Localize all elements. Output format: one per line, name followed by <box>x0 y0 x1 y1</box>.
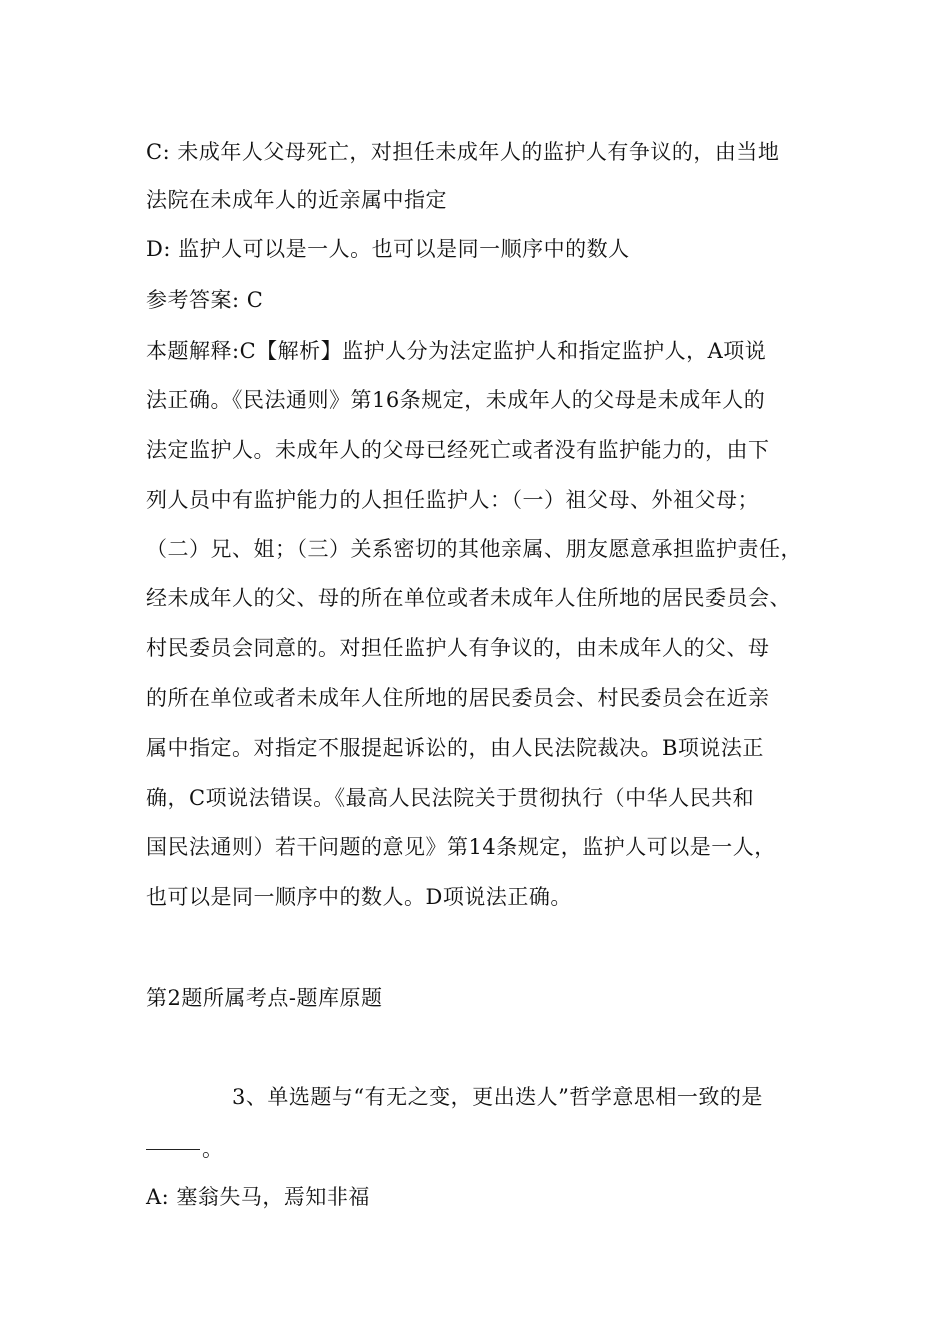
explanation-line-7: 村民委员会同意的。对担任监护人有争议的，由未成年人的父、母 <box>146 636 770 660</box>
explanation-line-11: 国民法通则）若干问题的意见》第14条规定，监护人可以是一人， <box>146 835 776 859</box>
explanation-line-8: 的所在单位或者未成年人住所地的居民委员会、村民委员会在近亲 <box>146 686 770 710</box>
question-3-blank-line <box>146 1134 826 1164</box>
question-3-stem-end: 。 <box>202 1137 224 1161</box>
option-c-line-1: C: 未成年人父母死亡，对担任未成年人的监护人有争议的，由当地 <box>146 140 780 164</box>
explanation-line-12: 也可以是同一顺序中的数人。D项说法正确。 <box>146 885 572 909</box>
option-c-line-2: 法院在未成年人的近亲属中指定 <box>146 188 447 212</box>
explanation-line-2: 法正确。《民法通则》第16条规定，未成年人的父母是未成年人的 <box>146 388 766 412</box>
question-3-stem: 3、单选题与“有无之变，更出迭人”哲学意思相一致的是 <box>232 1085 763 1109</box>
explanation-line-9: 属中指定。对指定不服提起诉讼的，由人民法院裁决。B项说法正 <box>146 736 764 760</box>
reference-answer: 参考答案: C <box>146 288 264 312</box>
explanation-line-5: （二）兄、姐；（三）关系密切的其他亲属、朋友愿意承担监护责任， <box>146 537 802 561</box>
explanation-line-10: 确，C项说法错误。《最高人民法院关于贯彻执行（中华人民共和 <box>146 786 755 810</box>
answer-blank <box>146 1149 200 1150</box>
explanation-line-3: 法定监护人。未成年人的父母已经死亡或者没有监护能力的，由下 <box>146 438 770 462</box>
explanation-line-1: 本题解释:C【解析】监护人分为法定监护人和指定监护人，A项说 <box>146 339 767 363</box>
explanation-line-4: 列人员中有监护能力的人担任监护人：（一）祖父母、外祖父母； <box>146 488 759 512</box>
explanation-line-6: 经未成年人的父、母的所在单位或者未成年人住所地的居民委员会、 <box>146 586 791 610</box>
question-3-option-a: A: 塞翁失马，焉知非福 <box>146 1185 370 1209</box>
option-d: D: 监护人可以是一人。也可以是同一顺序中的数人 <box>146 237 630 261</box>
section-note: 第2题所属考点-题库原题 <box>146 986 383 1010</box>
